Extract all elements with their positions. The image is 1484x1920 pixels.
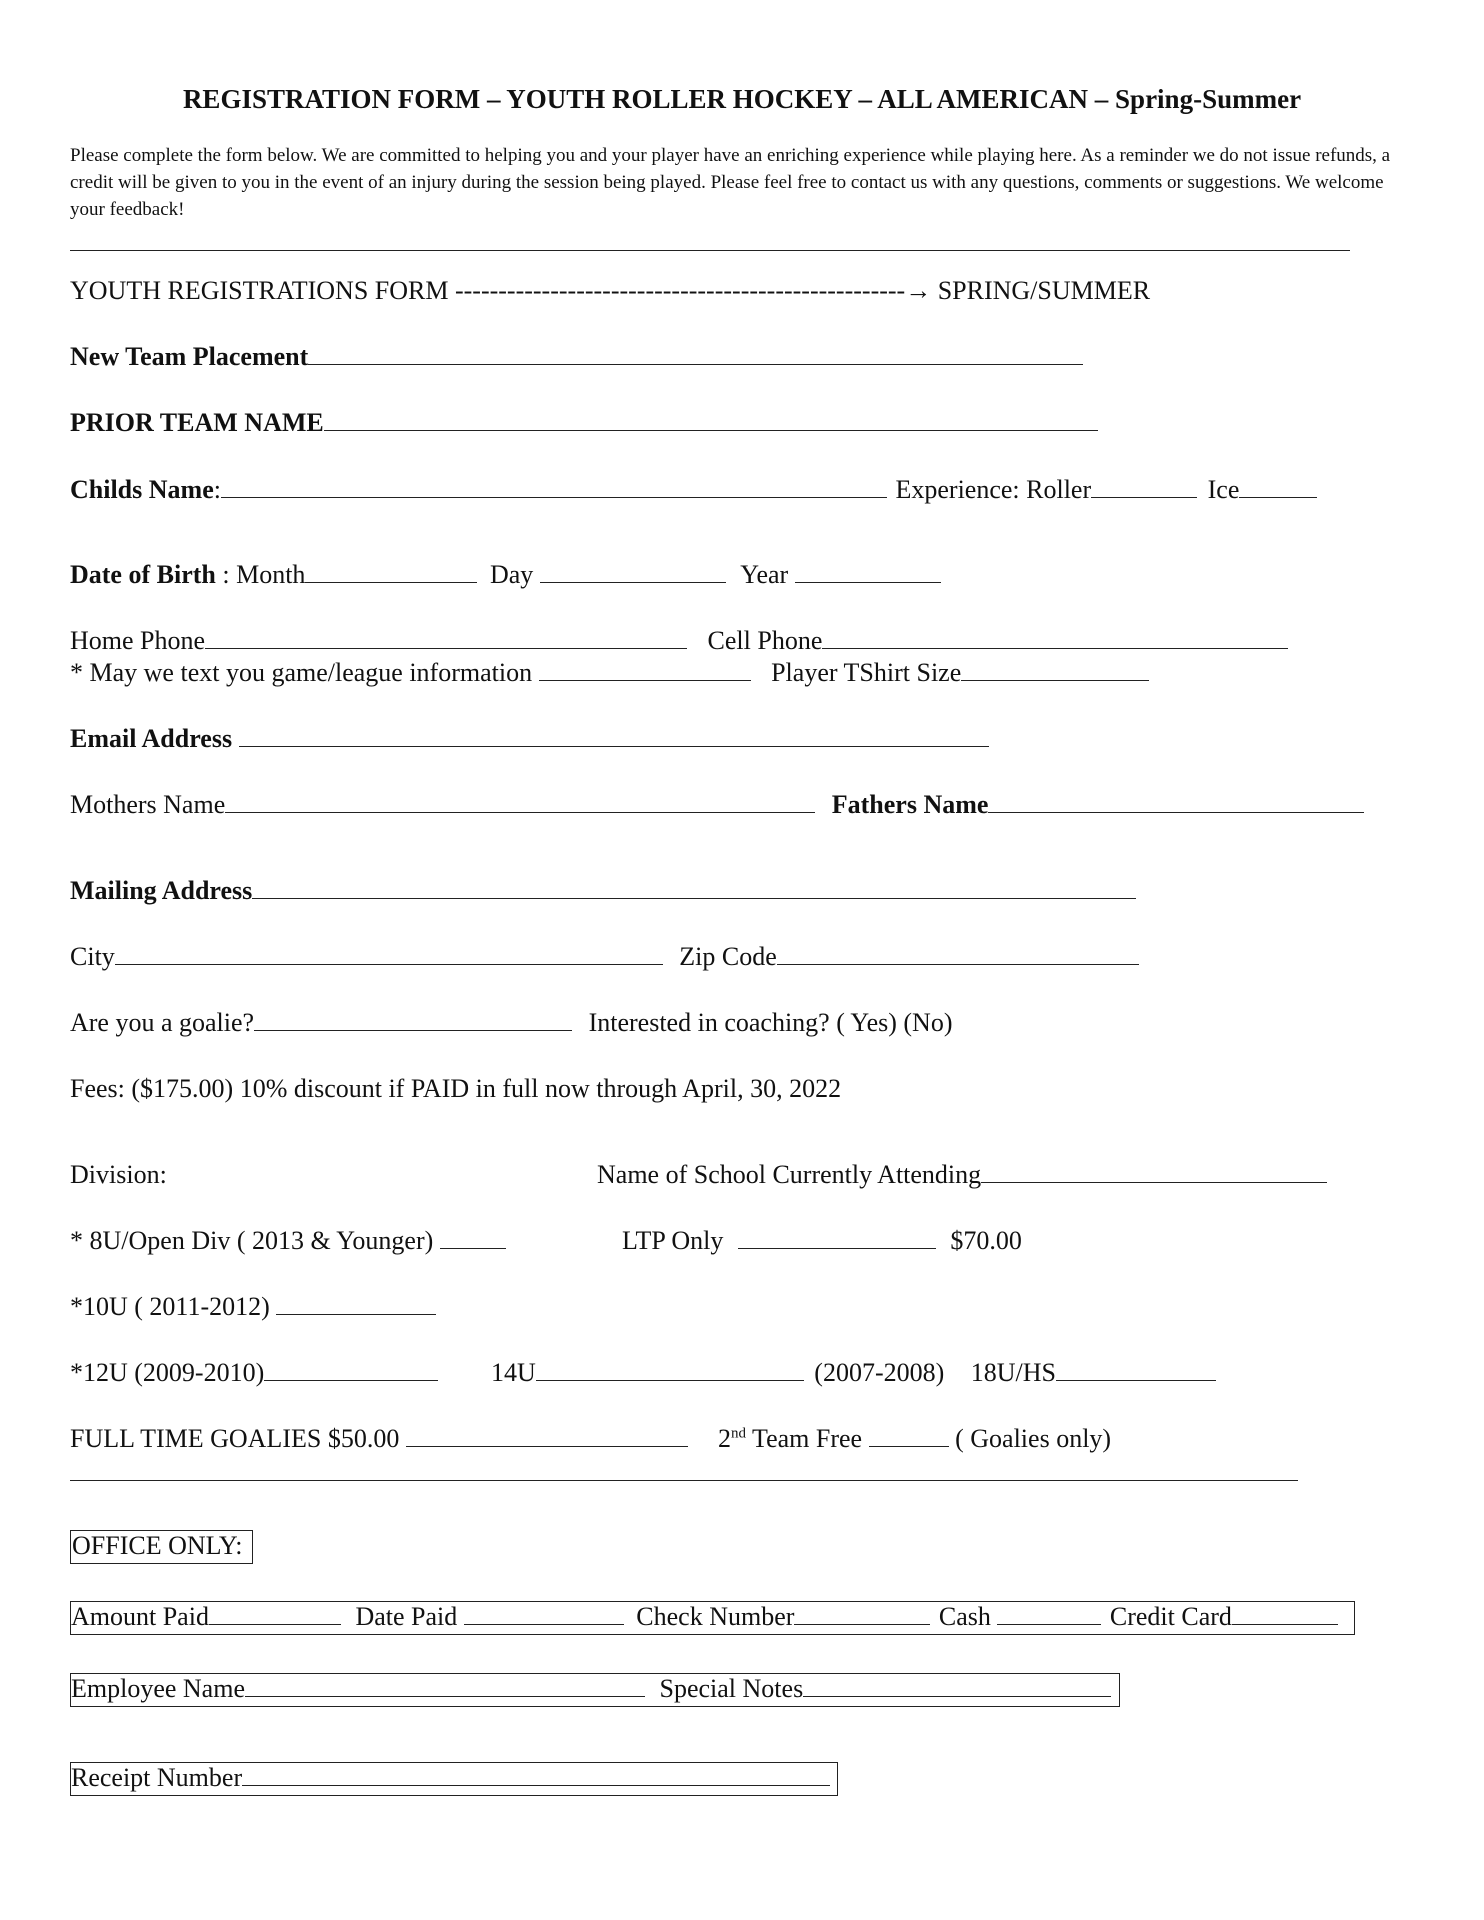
div-8u-row [70, 1226, 506, 1256]
dob-year-field[interactable] [795, 560, 941, 583]
ltp-row [622, 1226, 1022, 1256]
check-number-field[interactable] [794, 1602, 930, 1625]
division-label: Division: [70, 1160, 167, 1189]
city-zip-row [70, 942, 1139, 972]
cash-label: Cash [938, 1602, 991, 1631]
fathers-name-label: Fathers Name [831, 790, 989, 819]
goalies-ft-label: FULL TIME GOALIES $50.00 [70, 1424, 400, 1453]
home-phone-label: Home Phone [70, 626, 206, 655]
parents-row [70, 790, 1364, 820]
city-field[interactable] [115, 942, 663, 965]
email-row [70, 724, 989, 754]
mothers-name-field[interactable] [225, 790, 815, 813]
zip-field[interactable] [777, 942, 1139, 965]
div-10u-label: *10U ( 2011-2012) [70, 1292, 270, 1321]
div-8u-field[interactable] [440, 1226, 506, 1249]
childs-colon: : [213, 475, 221, 504]
date-paid-field[interactable] [464, 1602, 624, 1625]
text-info-field[interactable] [539, 658, 751, 681]
div-18u-label: 18U/HS [970, 1358, 1057, 1387]
div-14u-field[interactable] [536, 1358, 804, 1381]
text-tshirt-row [70, 658, 1149, 688]
div-10u-row [70, 1292, 436, 1322]
div-14u-row [491, 1358, 1216, 1388]
dob-day-field[interactable] [540, 560, 726, 583]
school-field[interactable] [981, 1160, 1327, 1183]
mailing-address-label: Mailing Address [70, 876, 253, 905]
fathers-name-field[interactable] [988, 790, 1364, 813]
receipt-number-label: Receipt Number [71, 1763, 243, 1792]
intro-paragraph: Please complete the form below. We are committed to helping you and your player have an enriching experience while playing here. As a reminder we do not issue refunds, a credit will be given to you in the event of an injury during the session being played. Please feel free to contact us with any questions, comments or suggestions. We welcome your feedback! [70, 145, 1391, 220]
check-number-label: Check Number [636, 1602, 795, 1631]
email-label: Email Address [70, 724, 233, 753]
season-label: SPRING/SUMMER [937, 276, 1151, 305]
goalies-row [70, 1424, 688, 1454]
new-team-row [70, 342, 1083, 372]
div-8u-label: * 8U/Open Div ( 2013 & Younger) [70, 1226, 434, 1255]
school-label: Name of School Currently Attending [597, 1160, 982, 1189]
experience-roller-field[interactable] [1091, 475, 1197, 498]
div-12u-row [70, 1358, 438, 1388]
receipt-number-field[interactable] [242, 1763, 830, 1786]
goalies-ft-field[interactable] [406, 1424, 688, 1447]
office-employee-row [70, 1673, 1120, 1707]
registration-header [70, 276, 1150, 306]
mailing-row [70, 876, 1136, 906]
tshirt-field[interactable] [961, 658, 1149, 681]
cash-field[interactable] [997, 1602, 1101, 1625]
div-14u-label: 14U [491, 1358, 536, 1387]
prior-team-field[interactable] [324, 408, 1098, 431]
experience-label: Experience: Roller [895, 475, 1092, 504]
credit-card-label: Credit Card [1109, 1602, 1232, 1631]
div-14u-years: (2007-2008) [814, 1358, 945, 1387]
dob-day-label: Day [489, 560, 534, 589]
arrow-right-icon: → [905, 276, 932, 305]
goalie-row [70, 1008, 952, 1038]
school-row [597, 1160, 1327, 1190]
childs-name-field[interactable] [221, 475, 887, 498]
employee-name-label: Employee Name [71, 1674, 245, 1703]
goalie-field[interactable] [254, 1008, 572, 1031]
mothers-name-label: Mothers Name [70, 790, 226, 819]
goalies-only-label: ( Goalies only) [955, 1424, 1112, 1453]
office-receipt-row [70, 1762, 838, 1796]
phone-row [70, 626, 1288, 656]
special-notes-label: Special Notes [659, 1674, 804, 1703]
ice-label: Ice [1207, 475, 1240, 504]
office-payment-row [70, 1601, 1355, 1635]
goalie-label: Are you a goalie? [70, 1008, 255, 1037]
ltp-label: LTP Only [622, 1226, 724, 1255]
prior-team-label: PRIOR TEAM NAME [70, 408, 324, 437]
new-team-field[interactable] [308, 342, 1083, 365]
dob-month-label: : Month [215, 560, 306, 589]
dob-label: Date of Birth [70, 560, 216, 589]
amount-paid-label: Amount Paid [71, 1602, 209, 1631]
childs-name-label: Childs Name [70, 475, 214, 504]
home-phone-field[interactable] [205, 626, 687, 649]
form-title: REGISTRATION FORM – YOUTH ROLLER HOCKEY – ALL AMERICAN – Spring-Summer [182, 84, 1302, 114]
mailing-address-field[interactable] [252, 876, 1136, 899]
bottom-divider [70, 1480, 1298, 1481]
ltp-field[interactable] [738, 1226, 936, 1249]
date-paid-label: Date Paid [355, 1602, 458, 1631]
div-12u-field[interactable] [264, 1358, 438, 1381]
second-team-label: Team Free [746, 1424, 863, 1453]
zip-label: Zip Code [679, 942, 777, 971]
prior-team-row [70, 408, 1098, 438]
office-only-label: OFFICE ONLY: [70, 1530, 253, 1564]
new-team-label: New Team Placement [70, 342, 309, 371]
cell-phone-field[interactable] [822, 626, 1288, 649]
header-left: YOUTH REGISTRATIONS FORM ---------------------------------------------------- [70, 276, 906, 305]
tshirt-label: Player TShirt Size [771, 658, 962, 687]
second-team-field[interactable] [869, 1424, 949, 1447]
employee-name-field[interactable] [245, 1674, 645, 1697]
second-team-num: 2 [718, 1424, 731, 1453]
child-row [70, 475, 1317, 505]
ltp-price: $70.00 [950, 1226, 1022, 1255]
dob-row [70, 560, 941, 590]
top-divider [70, 250, 1350, 251]
second-team-sup: nd [731, 1425, 746, 1442]
amount-paid-field[interactable] [209, 1602, 341, 1625]
dob-month-field[interactable] [305, 560, 477, 583]
div-18u-field[interactable] [1056, 1358, 1216, 1381]
experience-ice-field[interactable] [1239, 475, 1317, 498]
second-team-row [718, 1424, 1111, 1454]
div-12u-label: *12U (2009-2010) [70, 1358, 265, 1387]
dob-year-label: Year [740, 560, 789, 589]
email-field[interactable] [239, 724, 989, 747]
special-notes-field[interactable] [803, 1674, 1111, 1697]
div-10u-field[interactable] [276, 1292, 436, 1315]
text-info-label: * May we text you game/league information [70, 658, 533, 687]
city-label: City [70, 942, 115, 971]
fees-row: Fees: ($175.00) 10% discount if PAID in full now through April, 30, 2022 [70, 1074, 842, 1103]
credit-card-field[interactable] [1232, 1602, 1338, 1625]
cell-phone-label: Cell Phone [707, 626, 823, 655]
coaching-label: Interested in coaching? ( Yes) (No) [588, 1008, 953, 1037]
